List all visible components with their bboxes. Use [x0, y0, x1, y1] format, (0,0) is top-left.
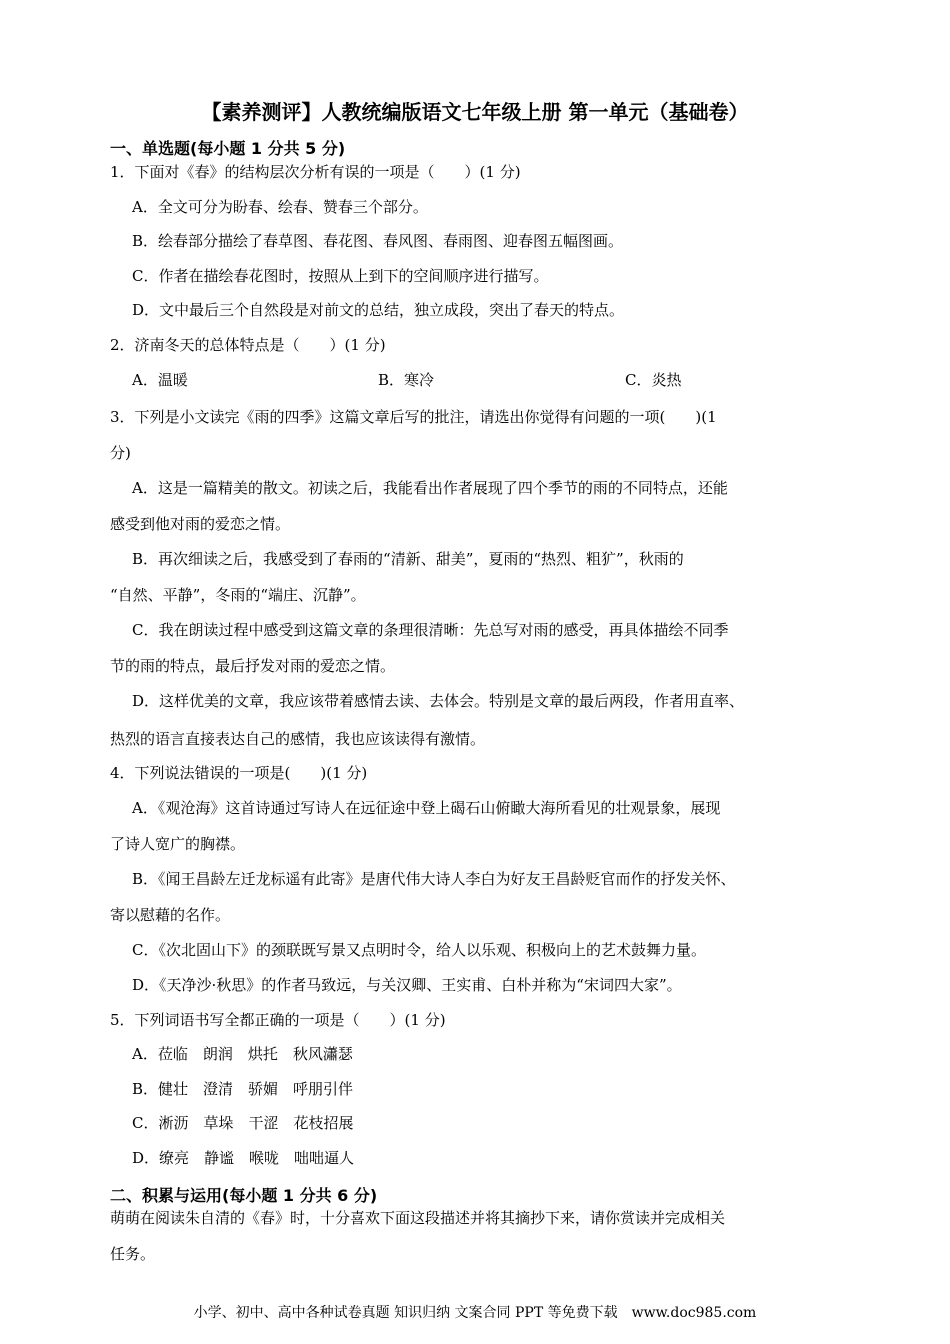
q4-option-d: D．《天净沙·秋思》的作者马致远，与关汉卿、王实甫、白朴并称为“宋词四大家”。: [132, 976, 682, 994]
q4-option-a: A．《观沧海》这首诗通过写诗人在远征途中登上碣石山俯瞰大海所看见的壮观景象，展现: [132, 799, 721, 817]
q5-option-b: B．健壮 澄清 骄媚 呼朋引伴: [132, 1080, 354, 1098]
q2-option-b: B．寒冷: [378, 371, 435, 389]
page-footer: 小学、初中、高中各种试卷真题 知识归纳 文案合同 PPT 等免费下载 www.doc985.com: [193, 1305, 757, 1321]
q4-option-b-cont: 寄以慰藉的名作。: [110, 906, 231, 924]
q3-option-c: C．我在朗读过程中感受到这篇文章的条理很清晰：先总写对雨的感受，再具体描绘不同季: [132, 621, 729, 639]
q3-option-c-cont: 节的雨的特点，最后抒发对雨的爱恋之情。: [110, 657, 396, 675]
q3-option-d: D．这样优美的文章，我应该带着感情去读、去体会。特别是文章的最后两段，作者用直率、: [132, 692, 745, 710]
q4-stem: 4．下列说法错误的一项是( )(1 分): [110, 764, 368, 782]
q3-stem-cont: 分): [110, 444, 131, 462]
q1-option-d: D．文中最后三个自然段是对前文的总结，独立成段，突出了春天的特点。: [132, 301, 625, 319]
q2-stem: 2．济南冬天的总体特点是（ ）(1 分): [110, 336, 386, 354]
q3-option-b-cont: “自然、平静”，冬雨的“端庄、沉静”。: [110, 586, 366, 604]
q3-option-b: B．再次细读之后，我感受到了春雨的“清新、甜美”，夏雨的“热烈、粗犷”，秋雨的: [132, 550, 684, 568]
q2-option-a: A．温暖: [132, 371, 188, 389]
q5-option-a: A．莅临 朗润 烘托 秋风瀟瑟: [132, 1045, 353, 1063]
q4-option-a-cont: 了诗人宽广的胸襟。: [110, 835, 246, 853]
q1-option-c: C．作者在描绘春花图时，按照从上到下的空间顺序进行描写。: [132, 267, 549, 285]
q3-stem: 3．下列是小文读完《雨的四季》这篇文章后写的批注，请选出你觉得有问题的一项( )(1: [110, 408, 717, 426]
q4-option-b: B．《闻王昌龄左迁龙标遥有此寄》是唐代伟大诗人李白为好友王昌龄贬官而作的抒发关怀、: [132, 870, 736, 888]
q5-option-c: C．淅沥 草垛 干涩 花枝招展: [132, 1114, 354, 1132]
section2-intro-cont: 任务。: [110, 1245, 156, 1263]
q4-option-c: C．《次北固山下》的颈联既写景又点明时令，给人以乐观、积极向上的艺术鼓舞力量。: [132, 941, 706, 959]
q1-stem: 1．下面对《春》的结构层次分析有误的一项是（ ）(1 分): [110, 163, 521, 181]
q3-option-d-cont: 热烈的语言直接表达自己的感情，我也应该读得有激情。: [110, 730, 486, 748]
q3-option-a-cont: 感受到他对雨的爱恋之情。: [110, 515, 291, 533]
section2-intro: 萌萌在阅读朱自清的《春》时，十分喜欢下面这段描述并将其摘抄下来，请你赏读并完成相关: [110, 1209, 726, 1227]
page-title: 【素养测评】人教统编版语文七年级上册 第一单元（基础卷）: [201, 100, 749, 124]
q2-option-c: C．炎热: [625, 371, 682, 389]
q5-option-d: D．缭亮 静谧 喉咙 咄咄逼人: [132, 1149, 355, 1167]
section1-heading: 一、单选题(每小题 1 分共 5 分): [110, 139, 346, 158]
q5-stem: 5．下列词语书写全都正确的一项是（ ）(1 分): [110, 1011, 446, 1029]
q1-option-b: B．绘春部分描绘了春草图、春花图、春风图、春雨图、迎春图五幅图画。: [132, 232, 624, 250]
section2-heading: 二、积累与运用(每小题 1 分共 6 分): [110, 1186, 378, 1205]
q1-option-a: A．全文可分为盼春、绘春、赞春三个部分。: [132, 198, 428, 216]
q3-option-a: A．这是一篇精美的散文。初读之后，我能看出作者展现了四个季节的雨的不同特点，还能: [132, 479, 728, 497]
